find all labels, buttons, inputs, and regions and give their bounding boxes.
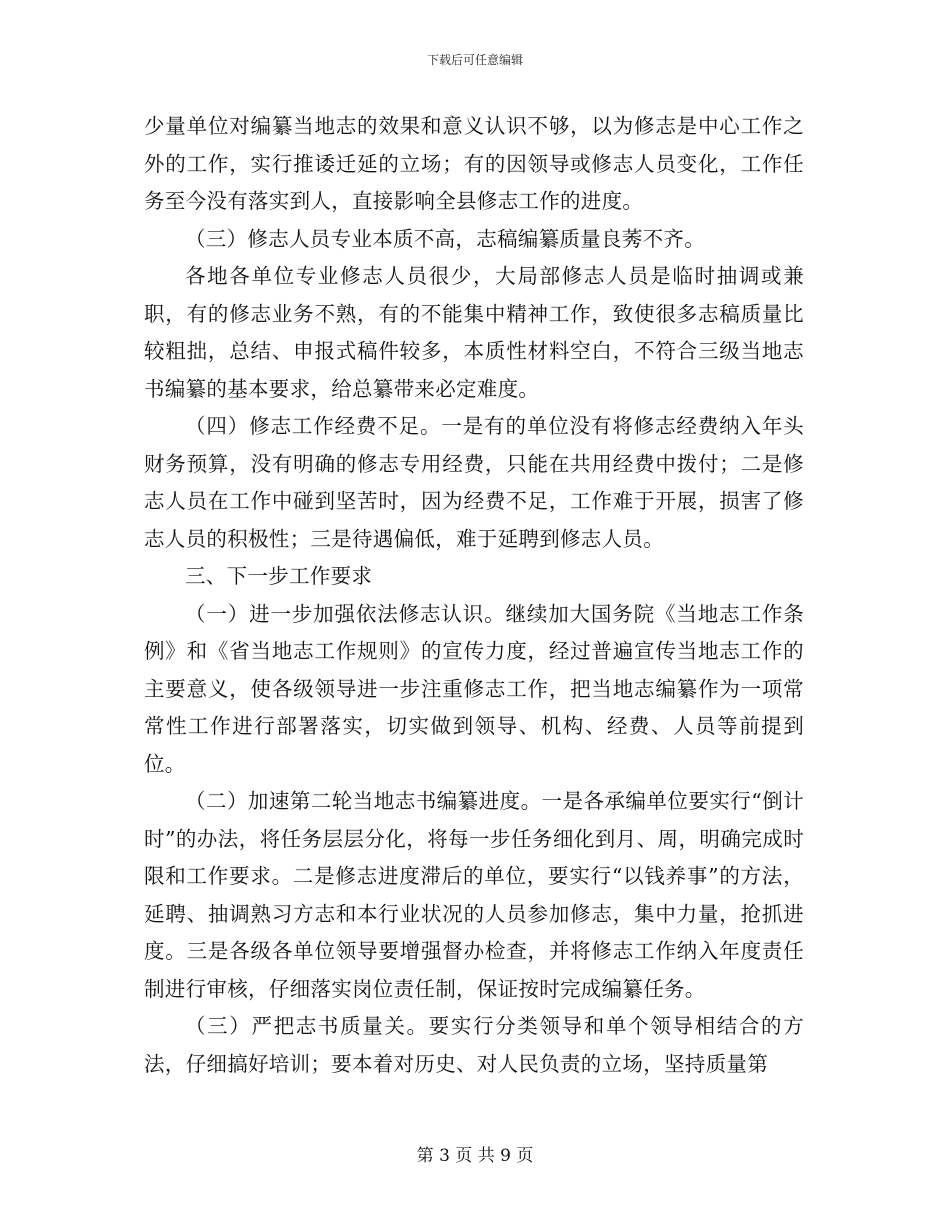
requirement-3: （三）严把志书质量关。要实行分类领导和单个领导相结合的方法，仔细搞好培训；要本着对历史、对人民负责的立场，坚持质量第 bbox=[144, 1014, 804, 1076]
document-body bbox=[144, 108, 804, 1083]
requirement-2: （二）加速第二轮当地志书编纂进度。一是各承编单位要实行“倒计时”的办法，将任务层层分化，将每一步任务细化到月、周，明确完成时限和工作要求。二是修志进度滞后的单位，要实行“以钱养事”的方法，延聘、抽调熟习方志和本行业状况的人员参加修志，集中力量，抢抓进度。三是各级各单位领导要增强督办检查，并将修志工作纳入年度责任制进行审核，仔细落实岗位责任制，保证按时完成编纂任务。 bbox=[144, 789, 804, 1001]
section-heading-3: （三）修志人员专业本质不高，志稿编纂质量良莠不齐。 bbox=[185, 226, 705, 251]
page-header: 下载后可任意编辑 bbox=[426, 53, 523, 67]
chapter-heading: 三、下一步工作要求 bbox=[185, 564, 373, 588]
paragraph: 各地各单位专业修志人员很少，大局部修志人员是临时抽调或兼职，有的修志业务不熟，有的不能集中精神工作，致使很多志稿质量比较粗拙，总结、申报式稿件较多，本质性材料空白，不符合三级当地志书编纂的基本要求，给总纂带来必定难度。 bbox=[144, 264, 804, 401]
section-heading-4: （四）修志工作经费不足。一是有的单位没有将修志经费纳入年头财务预算，没有明确的修志专用经费，只能在共用经费中拨付；二是修志人员在工作中碰到坚苦时，因为经费不足，工作难于开展，损害了修志人员的积极性；三是待遇偏低，难于延聘到修志人员。 bbox=[144, 414, 804, 551]
page-number: 第 3 页 共 9 页 bbox=[416, 1146, 534, 1166]
paragraph-continuation: 少量单位对编纂当地志的效果和意义认识不够，以为修志是中心工作之外的工作，实行推诿迁延的立场；有的因领导或修志人员变化，工作任务至今没有落实到人，直接影响全县修志工作的进度。 bbox=[144, 114, 804, 213]
requirement-1: （一）进一步加强依法修志认识。继续加大国务院《当地志工作条例》和《省当地志工作规则》的宣传力度，经过普遍宣传当地志工作的主要意义，使各级领导进一步注重修志工作，把当地志编纂作为一项常常性工作进行部署落实，切实做到领导、机构、经费、人员等前提到位。 bbox=[144, 601, 804, 776]
